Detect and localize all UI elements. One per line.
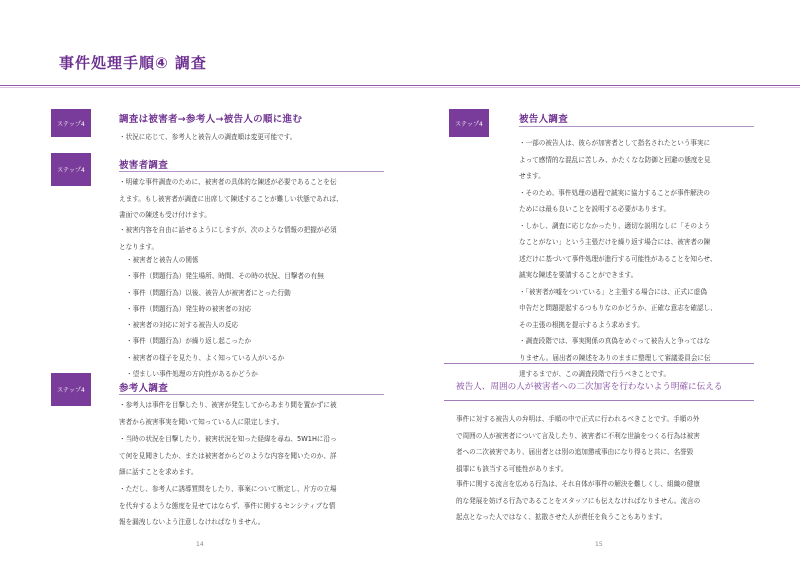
- text-line: よって感情的な混乱に苦しみ、かたくなな防御と回避の態度を見: [519, 155, 711, 164]
- text-line: 事件に関する流言を広める行為は、それ自体が事件の解決を難しくし、組織の健康: [456, 480, 700, 488]
- list-item: ・被害者と被告人の関係: [126, 256, 199, 264]
- text-line: 起点となった人ではなく、拡散させた人が責任を負うこともあります。: [456, 513, 667, 521]
- text-line: ・しかし、調査に応じなかったり、適切な説明なしに「そのよう: [519, 221, 711, 230]
- text-line: ・明確な事件調査のために、被害者の具体的な陳述が必要であることを伝: [119, 178, 337, 186]
- note-para-2: [456, 476, 700, 526]
- text-line: ・状況に応じて、参考人と被告人の調査順は変更可能です。: [119, 133, 297, 141]
- step-badge: ステップ4: [51, 153, 91, 186]
- text-line: を代弁するような態度を見せてはならず、事件に関するセンシティブな情: [119, 501, 336, 510]
- step-badge: ステップ4: [449, 109, 489, 137]
- victim-para-2: [119, 222, 337, 255]
- text-line: で周囲の人が被害者について言及したり、被害者に不利な世論をつくる行為は被害: [456, 431, 700, 440]
- text-line: なことがない」という主張だけを繰り返す場合には、被害者の陳: [519, 238, 711, 246]
- text-line: 細に話すことを求めます。: [119, 468, 198, 476]
- text-line: ・調査段階では、事実関係の真偽をめぐって被告人と争ってはな: [519, 337, 711, 345]
- heading-underline: [119, 171, 384, 172]
- list-item: ・事件（問題行為）発生場所、時間、その時の状況、目撃者の有無: [126, 272, 324, 281]
- page-number: 15: [595, 541, 603, 548]
- step-heading-victim: 被害者調査: [119, 160, 169, 171]
- text-line: て何を見聞きしたか、または被害者からどのような内容を聞いたのか、詳: [119, 451, 337, 460]
- text-line: ・一部の被告人は、彼らが加害者として指名されたという事実に: [519, 139, 711, 147]
- text-line: 達するまでが、この調査段階で行うべきことです。: [519, 370, 671, 378]
- text-line: えます。もし被害者が調査に出席して陳述することが難しい状態であれば、: [119, 194, 343, 203]
- text-line: 者への二次被害であり、届出者とは別の追加懲戒事由になり得ると共に、名誉毀: [456, 448, 694, 456]
- text-line: 述だけに基づいて事件処理が進行する可能性があることを知らせ、: [519, 254, 717, 263]
- accused-text: [519, 135, 717, 383]
- step-heading-accused: 被告人調査: [519, 114, 569, 125]
- page-title: 事件処理手順④ 調査: [59, 54, 207, 72]
- witness-para-3: [119, 481, 336, 531]
- list-item: ・事件（問題行為）以後、被告人が被害者にとった行動: [126, 288, 291, 297]
- text-line: ・「被害者が嘘をついている」と主張する場合には、正式に虚偽: [519, 287, 707, 296]
- text-line: りません。届出者の陳述をありのままに整理して審議委員会に伝: [519, 353, 711, 362]
- step-heading-witness: 参考人調査: [119, 383, 169, 394]
- text-line: ・参考人は事件を目撃したり、被害が発生してからあまり間を置かずに被: [119, 401, 337, 409]
- title-divider: [0, 85, 800, 86]
- witness-para-1: [119, 397, 337, 430]
- list-item: ・事件（問題行為）が繰り返し起こったか: [126, 337, 252, 346]
- victim-para-1: [119, 174, 343, 224]
- text-line: 損罪にも該当する可能性があります。: [456, 464, 568, 473]
- text-line: ためには最も良いことを説明する必要があります。: [519, 205, 671, 213]
- title-divider-soft: [0, 87, 800, 88]
- text-line: ・被害内容を自由に話せるようにしますが、次のような情報の把握が必須: [119, 226, 337, 234]
- victim-checklist: [126, 252, 324, 382]
- note-para-1: [456, 411, 700, 477]
- step-badge: ステップ4: [51, 373, 91, 406]
- list-item: ・事件（問題行為）発生時の被害者の対応: [126, 304, 252, 313]
- text-line: 誠実な陳述を要請することができます。: [519, 271, 638, 279]
- text-line: その主張の根拠を提示するよう求めます。: [519, 320, 644, 329]
- step-badge: ステップ4: [51, 109, 91, 137]
- heading-underline: [519, 126, 754, 127]
- list-item: ・被害者の対応に対する被告人の反応: [126, 321, 239, 330]
- text-line: ・ただし、参考人に誘導質問をしたり、事案について断定し、片方の立場: [119, 485, 337, 493]
- text-line: 書面での陳述も受け付けます。: [119, 211, 211, 219]
- callout-heading: 被告人、周囲の人が被害者への二次加害を行わないよう明確に伝える: [456, 382, 723, 392]
- text-line: 害者から被害事実を聞いて知っている人に限定します。: [119, 417, 284, 426]
- step-order-text: [119, 129, 296, 146]
- list-item: ・被害者の様子を見たり、よく知っている人がいるか: [126, 353, 285, 362]
- text-line: 的な発展を妨げる行為であることをスタッフにも伝えなければなりません。流言の: [456, 496, 701, 505]
- text-line: 申告だと問題提起するつもりなのかどうか、正確な意志を確認し、: [519, 304, 717, 312]
- list-item: ・望ましい事件処理の方向性があるかどうか: [126, 370, 258, 379]
- step-heading-order: 調査は被害者→参考人→被告人の順に進む: [119, 114, 303, 125]
- text-line: ・そのため、事件処理の過程で誠実に協力することが事件解決の: [519, 188, 710, 197]
- text-line: となります。: [119, 242, 159, 251]
- witness-para-2: [119, 431, 337, 481]
- text-line: 報を漏洩しないよう注意しなければなりません。: [119, 518, 265, 526]
- text-line: ・当時の状況を目撃したり、被害状況を知った経緯を尋ね、5W1Hに沿っ: [119, 435, 337, 443]
- page-number: 14: [196, 541, 204, 548]
- text-line: 事件に対する被告人の弁明は、手順の中で正式に行われるべきことです。手順の外: [456, 415, 700, 423]
- heading-underline: [119, 394, 384, 395]
- text-line: せます。: [519, 172, 545, 180]
